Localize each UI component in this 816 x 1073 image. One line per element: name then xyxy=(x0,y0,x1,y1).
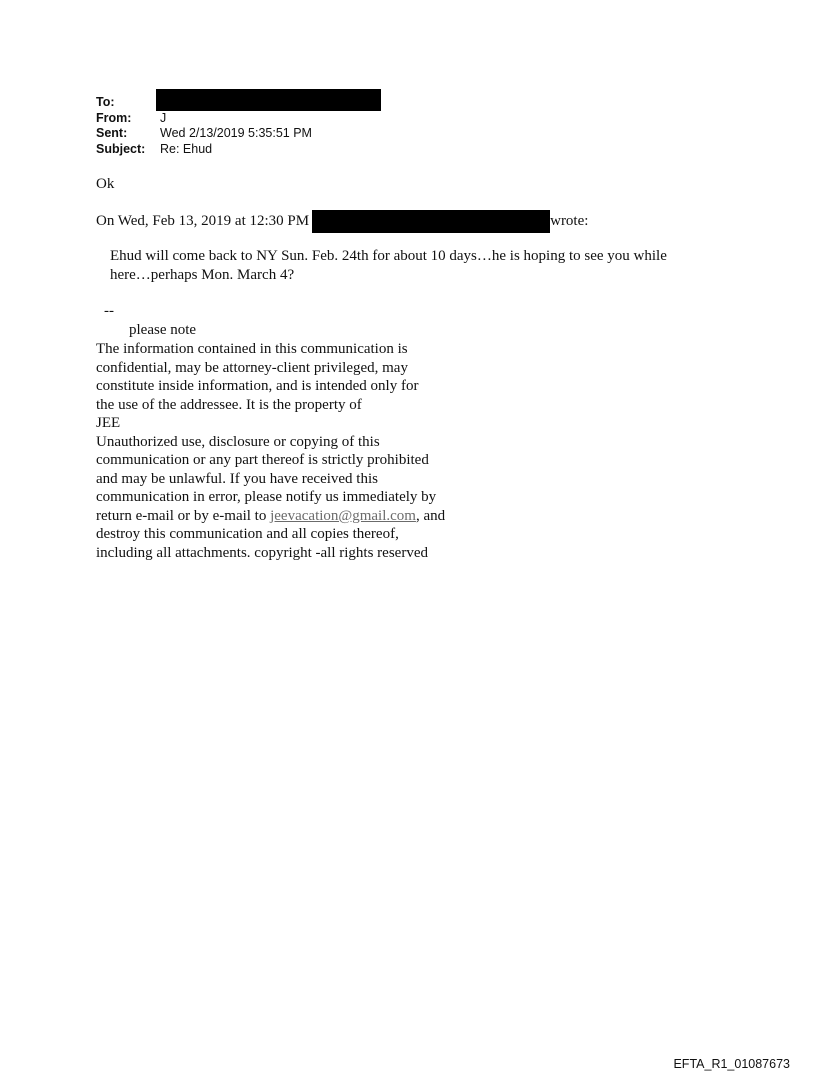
disclaimer-email-line xyxy=(96,507,445,526)
disclaimer-line: the use of the addressee. It is the property of xyxy=(96,396,362,413)
sent-label: Sent: xyxy=(96,126,128,140)
disclaimer-line: confidential, may be attorney-client privileged, may xyxy=(96,359,408,376)
from-label: From: xyxy=(96,110,132,125)
disclaimer xyxy=(96,340,445,562)
document-id: EFTA_R1_01087673 xyxy=(673,1057,790,1071)
to-label: To: xyxy=(96,95,115,109)
disclaimer-email-suffix: , and xyxy=(415,507,446,524)
disclaimer-line: communication in error, please notify us immediately by xyxy=(96,489,437,505)
quote-intro-prefix: On Wed, Feb 13, 2019 at 12:30 PM xyxy=(96,213,310,230)
sender-redaction-bar xyxy=(312,210,550,233)
disclaimer-line: including all attachments. copyright -all rights reserved xyxy=(96,544,428,561)
disclaimer-line: communication or any part thereof is strictly prohibited xyxy=(96,452,429,468)
to-row xyxy=(96,95,312,111)
disclaimer-line: constitute inside information, and is intended only for xyxy=(96,378,419,394)
disclaimer-email-prefix: return e-mail or by e-mail to xyxy=(96,507,271,524)
quoted-line: here…perhaps Mon. March 4? xyxy=(110,266,295,283)
reply-text: Ok xyxy=(96,176,115,192)
from-row xyxy=(96,111,312,127)
sent-value: Wed 2/13/2019 5:35:51 PM xyxy=(160,126,312,140)
please-note: please note xyxy=(129,322,197,338)
disclaimer-line: and may be unlawful. If you have received this xyxy=(96,470,378,487)
quoted-line: Ehud will come back to NY Sun. Feb. 24th for about 10 days…he is hoping to see you while xyxy=(110,248,667,264)
from-value: J xyxy=(160,110,167,125)
subject-row xyxy=(96,142,312,158)
email-link[interactable]: jeevacation@gmail.com xyxy=(270,507,416,524)
subject-label: Subject: xyxy=(96,141,146,156)
sent-row xyxy=(96,126,312,142)
disclaimer-line: The information contained in this communication is xyxy=(96,341,408,357)
disclaimer-line: Unauthorized use, disclosure or copying of this xyxy=(96,433,380,450)
quoted-message xyxy=(110,247,667,284)
signature-separator: -- xyxy=(104,303,114,319)
quote-intro xyxy=(96,210,588,233)
disclaimer-line: JEE xyxy=(96,415,121,431)
quote-intro-suffix: wrote: xyxy=(550,213,589,230)
subject-value: Re: Ehud xyxy=(160,141,213,156)
email-header xyxy=(96,95,312,157)
disclaimer-line: destroy this communication and all copies thereof, xyxy=(96,526,399,542)
